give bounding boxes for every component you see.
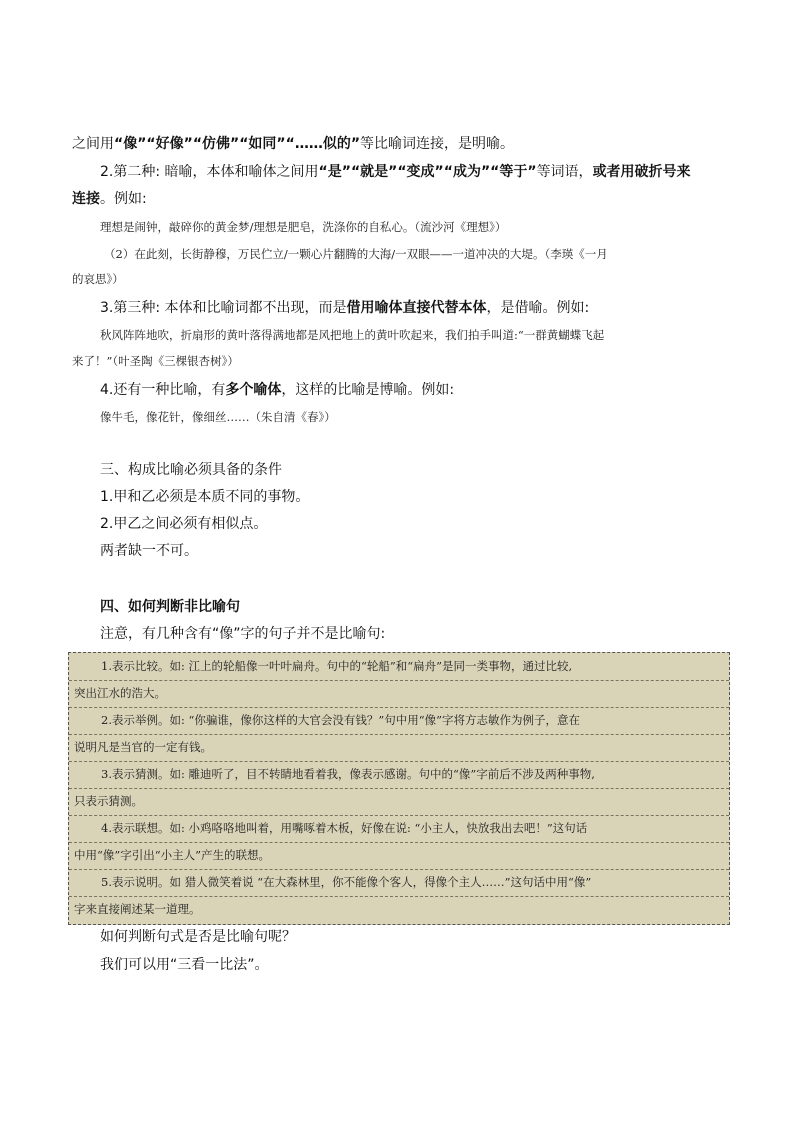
metaphor-type2-cont — [72, 189, 732, 209]
metaphor-type2 — [100, 162, 730, 182]
example-3-cont: 来了！”（叶圣陶《三棵银杏树》） — [72, 354, 239, 368]
keyword: “就是” — [350, 164, 398, 180]
example-2-2: （2）在此刻，长街静穆，万民伫立/一颗心片翻腾的大海/一双眼——一道冲决的大堤。（李瑛《一月 — [104, 247, 608, 261]
keyword: “变成” — [397, 164, 444, 180]
box-row — [69, 680, 729, 708]
box-text: 只表示猜测。 — [74, 794, 143, 808]
box-text: 4.表示联想。如: 小鸡咯咯地叫着，用嘴啄着木板，好像在说: “小主人，快放我出去吧！”这句话 — [101, 821, 588, 835]
keyword: 或者用破折号来 — [592, 164, 691, 180]
keyword: “好像” — [146, 136, 193, 152]
section4-intro: 注意，有几种含有“像”字的句子并不是比喻句: — [100, 626, 386, 642]
box-text: 字来直接阐述某一道理。 — [74, 902, 201, 916]
judge-question: 如何判断句式是否是比喻句呢？ — [100, 929, 296, 945]
box-row — [69, 788, 729, 816]
keyword: “等于” — [490, 164, 537, 180]
metaphor-type1-continuation — [72, 134, 732, 154]
text-span: 2.第二种: 暗喻，本体和喻体之间用 — [100, 164, 319, 180]
box-text: 2.表示举例。如: “你骗谁，像你这样的大官会没有钱？”句中用“像”字将方志敏作为例子，意在 — [101, 713, 581, 727]
box-text: 5.表示说明。如 猎人微笑着说 “在大森林里，你不能像个客人，得像个主人……”这句话中用“像” — [101, 875, 592, 889]
keyword: “如同” — [239, 136, 286, 152]
keyword: “成为” — [443, 164, 491, 180]
text-span: 等词语， — [536, 164, 593, 180]
example-4: 像牛毛，像花针，像细丝……（朱自清《春》） — [100, 410, 336, 424]
keyword: “……似的” — [285, 136, 361, 152]
box-row — [69, 761, 729, 789]
box-text: 1.表示比较。如: 江上的轮船像一叶叶扁舟。句中的“轮船”和“扁舟”是同一类事物，通过比较, — [101, 659, 573, 673]
box-text: 中用“像”字引出“小主人”产生的联想。 — [74, 848, 271, 862]
keyword: 多个喻体 — [225, 382, 282, 398]
keyword: 借用喻体直接代替本体 — [346, 300, 487, 316]
box-row — [69, 869, 729, 897]
section3-heading: 三、构成比喻必须具备的条件 — [100, 462, 282, 478]
example-2-2-cont: 的哀思》） — [72, 272, 124, 286]
keyword: “像” — [114, 136, 147, 152]
keyword: 连接 — [72, 191, 100, 207]
text-span: 之间用 — [72, 136, 114, 152]
text-span: 4.还有一种比喻，有 — [100, 382, 226, 398]
box-row — [69, 842, 729, 870]
keyword: “仿佛” — [192, 136, 240, 152]
judge-answer: 我们可以用“三看一比法”。 — [100, 957, 269, 973]
text-span: 等比喻词连接，是明喻。 — [360, 136, 515, 152]
text-span: 。例如: — [100, 191, 147, 207]
box-row — [69, 815, 729, 843]
section4-heading: 四、如何判断非比喻句 — [100, 599, 240, 615]
box-text: 说明凡是当官的一定有钱。 — [74, 740, 212, 754]
keyword: “是” — [318, 164, 351, 180]
box-text: 突出江水的浩大。 — [74, 686, 166, 700]
example-3: 秋风阵阵地吹，折扇形的黄叶落得满地都是风把地上的黄叶吹起来，我们拍手叫道:“一群黄蝴蝶飞起 — [100, 328, 605, 342]
condition-1: 1.甲和乙必须是本质不同的事物。 — [100, 489, 310, 505]
non-metaphor-box — [68, 652, 730, 925]
condition-2: 2.甲乙之间必须有相似点。 — [100, 516, 268, 532]
box-row — [69, 896, 729, 923]
metaphor-type3 — [100, 298, 730, 318]
text-span: ，是借喻。例如: — [486, 300, 590, 316]
text-span: 3.第三种: 本体和比喻词都不出现，而是 — [100, 300, 347, 316]
example-2-1: 理想是闹钟，敲碎你的黄金梦/理想是肥皂，洗涤你的自私心。（流沙河《理想》） — [100, 220, 507, 234]
box-row — [69, 707, 729, 735]
metaphor-type4 — [100, 380, 730, 400]
box-text: 3.表示猜测。如: 雕迪听了，目不转睛地看着我，像表示感谢。句中的“像”字前后不涉及两种事物, — [101, 767, 595, 781]
condition-note: 两者缺一不可。 — [100, 543, 198, 559]
box-row — [69, 653, 729, 681]
text-span: ，这样的比喻是博喻。例如: — [281, 382, 455, 398]
box-row — [69, 734, 729, 762]
